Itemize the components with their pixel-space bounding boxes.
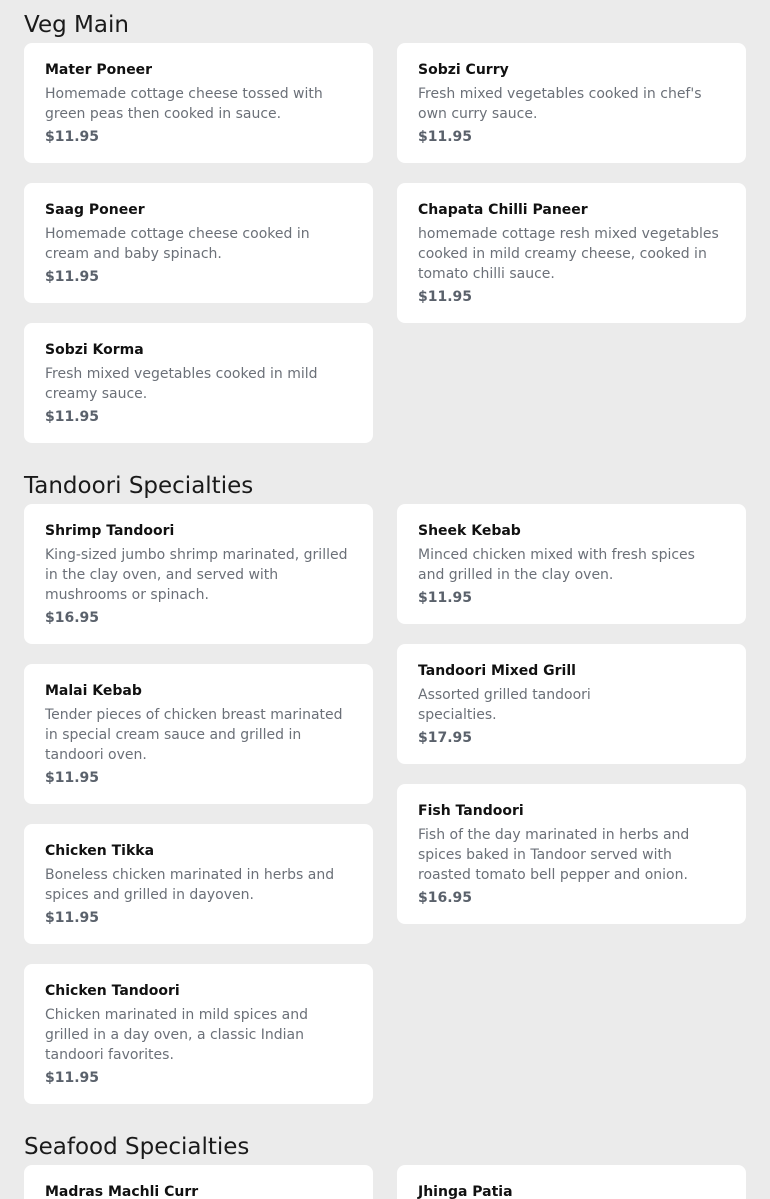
- menu-item-description: Chicken marinated in mild spices and grilled in a day oven, a classic Indian tandoori favorites.: [45, 1007, 308, 1063]
- menu-item-card[interactable]: [397, 644, 746, 764]
- menu-item-description: Assorted grilled tandoori specialties.: [418, 687, 591, 723]
- menu-item-name: Chicken Tandoori: [45, 983, 180, 999]
- menu-item-description: Fresh mixed vegetables cooked in chef's own curry sauce.: [418, 86, 702, 122]
- menu-item-name: Madras Machli Curr: [45, 1184, 199, 1199]
- menu-item-card[interactable]: [24, 964, 373, 1104]
- menu-item-name: Chicken Tikka: [45, 843, 155, 859]
- menu-item-description: Tender pieces of chicken breast marinated in special cream sauce and grilled in tandoori oven.: [45, 707, 343, 763]
- menu-item-price: $16.95: [45, 610, 100, 626]
- menu-item-card[interactable]: [24, 323, 373, 443]
- menu-item-name: Malai Kebab: [45, 683, 142, 699]
- menu-item-card[interactable]: [24, 1165, 373, 1199]
- menu-item-price: $11.95: [45, 770, 100, 786]
- menu-item-description: Boneless chicken marinated in herbs and spices and grilled in dayoven.: [45, 867, 335, 903]
- menu-item-price: $11.95: [45, 1070, 100, 1086]
- menu-item-card[interactable]: [397, 504, 746, 624]
- menu-item-name: Jhinga Patia: [418, 1184, 513, 1199]
- menu-item-name: Chapata Chilli Paneer: [418, 202, 588, 218]
- menu-item-price: $17.95: [418, 730, 473, 746]
- menu-item-description: Fish of the day marinated in herbs and spices baked in Tandoor served with roasted tomato bell pepper and onion.: [418, 827, 690, 883]
- menu-item-description: Minced chicken mixed with fresh spices and grilled in the clay oven.: [418, 547, 695, 583]
- menu-item-description: Homemade cottage cheese tossed with green peas then cooked in sauce.: [45, 86, 323, 122]
- menu-item-card[interactable]: [24, 183, 373, 303]
- menu-item-card[interactable]: [397, 183, 746, 323]
- menu-item-description: Homemade cottage cheese cooked in cream and baby spinach.: [45, 226, 310, 262]
- menu-item-card[interactable]: [397, 784, 746, 924]
- menu-item-name: Tandoori Mixed Grill: [418, 663, 576, 679]
- menu-item-price: $11.95: [45, 269, 100, 285]
- menu-item-card[interactable]: [24, 43, 373, 163]
- menu-item-price: $11.95: [45, 129, 100, 145]
- menu-item-description: King-sized jumbo shrimp marinated, grilled in the clay oven, and served with mushrooms or spinach.: [45, 547, 348, 603]
- menu-item-name: Mater Poneer: [45, 62, 153, 78]
- menu-item-price: $11.95: [45, 910, 100, 926]
- section-title-seafood-specialties: Seafood Specialties: [24, 1134, 250, 1160]
- menu-item-card[interactable]: [24, 664, 373, 804]
- menu-item-card[interactable]: [397, 43, 746, 163]
- menu-item-card[interactable]: [24, 504, 373, 644]
- menu-item-description: Fresh mixed vegetables cooked in mild creamy sauce.: [45, 366, 318, 402]
- menu-item-price: $11.95: [45, 409, 100, 425]
- menu-item-name: Fish Tandoori: [418, 803, 524, 819]
- menu-item-card[interactable]: [397, 1165, 746, 1199]
- menu-item-description: homemade cottage resh mixed vegetables cooked in mild creamy cheese, cooked in tomato chilli sauce.: [418, 226, 719, 282]
- menu-item-price: $11.95: [418, 289, 473, 305]
- section-title-tandoori-specialties: Tandoori Specialties: [24, 473, 254, 499]
- menu-item-name: Shrimp Tandoori: [45, 523, 175, 539]
- menu-item-price: $16.95: [418, 890, 473, 906]
- menu-item-card[interactable]: [24, 824, 373, 944]
- menu-item-price: $11.95: [418, 590, 473, 606]
- menu-item-price: $11.95: [418, 129, 473, 145]
- menu-item-name: Saag Poneer: [45, 202, 145, 218]
- menu-item-name: Sheek Kebab: [418, 523, 521, 539]
- menu-item-name: Sobzi Curry: [418, 62, 509, 78]
- section-title-veg-main: Veg Main: [24, 12, 129, 38]
- menu-item-name: Sobzi Korma: [45, 342, 144, 358]
